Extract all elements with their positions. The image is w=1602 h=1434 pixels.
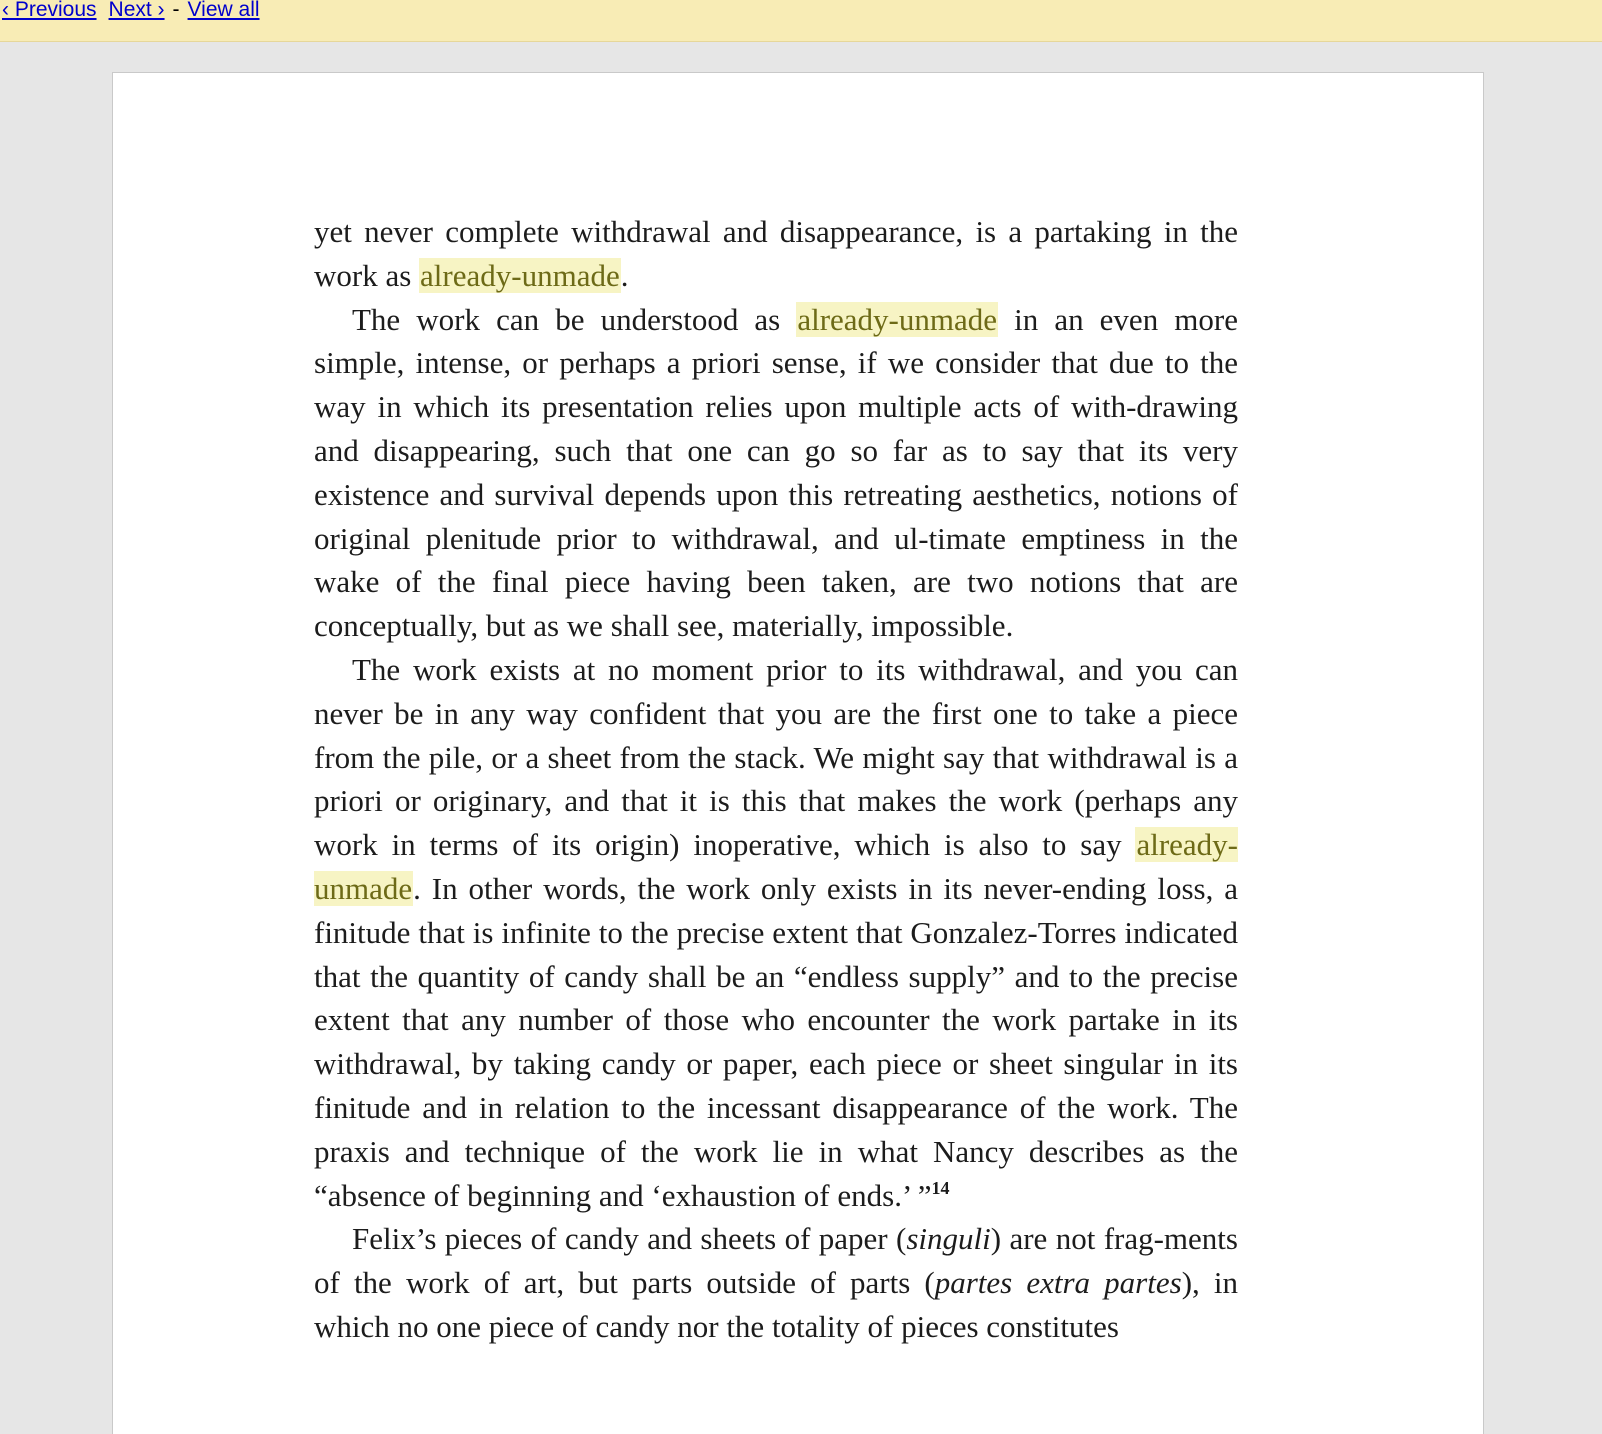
page-text [314, 210, 1238, 1349]
next-link[interactable]: Next › [108, 0, 165, 21]
document-page [112, 72, 1484, 1434]
italic-term: partes extra partes [934, 1265, 1182, 1301]
nav-separator: - [172, 0, 180, 21]
paragraph-3 [314, 648, 1238, 1217]
search-highlight: already-unmade [314, 827, 1238, 906]
previous-link[interactable]: ‹ Previous [2, 0, 97, 21]
paragraph-text: ) are not frag-ments of the work of art, but parts outside of parts ( [314, 1221, 1238, 1301]
paragraph-text: yet never complete withdrawal and disappearance, is a partaking in the work as [314, 214, 1238, 293]
paragraph-text: Felix’s pieces of candy and sheets of paper ( [352, 1221, 907, 1257]
paragraph-2 [314, 298, 1238, 648]
paragraph-text: . In other words, the work only exists in its never-ending loss, a finitude that is infinite to the precise extent that Gonzalez-Torres indicated that the quantity of candy shall be an “endless supply” and to the precise extent that any number of those who encounter the work partake in its withdrawal, by taking candy or paper, each piece or sheet singular in its finitude and in relation to the incessant disappearance of the work. The praxis and technique of the work lie in what Nancy describes as the “absence of beginning and ‘exhaustion of ends.’ ” [314, 870, 1238, 1213]
search-highlight: already-unmade [797, 301, 998, 337]
view-all-link[interactable]: View all [187, 0, 260, 21]
italic-term: singuli [906, 1221, 991, 1257]
paragraph-1 [314, 210, 1238, 298]
paragraph-text: in an even more simple, intense, or perhaps a priori sense, if we consider that due to the way in which its presentation relies upon multiple acts of with-drawing and disappearing, such that one can go so far as to say that its very existence and survival depends upon this retreating aesthetics, notions of original plenitude prior to withdrawal, and ul-timate emptiness in the wake of the final piece having been taken, are two notions that are conceptually, but as we shall see, materially, impossible. [314, 301, 1238, 644]
paragraph-text: . [620, 257, 629, 293]
reader-nav-bar [0, 0, 1602, 42]
paragraph-4 [314, 1217, 1238, 1348]
paragraph-text: The work exists at no moment prior to its withdrawal, and you can never be in any way confident that you are the first one to take a piece from the pile, or a sheet from the stack. We might say that withdrawal is a priori or originary, and that it is this that makes the work (perhaps any work in terms of its origin) inoperative, which is also to say [314, 651, 1238, 863]
footnote-marker: 14 [931, 1177, 950, 1198]
paragraph-text: ), in which no one piece of candy nor the totality of pieces constitutes [314, 1265, 1238, 1344]
search-highlight: already-unmade [420, 257, 620, 293]
page-navigation [2, 0, 260, 22]
paragraph-text: The work can be understood as [352, 301, 797, 337]
